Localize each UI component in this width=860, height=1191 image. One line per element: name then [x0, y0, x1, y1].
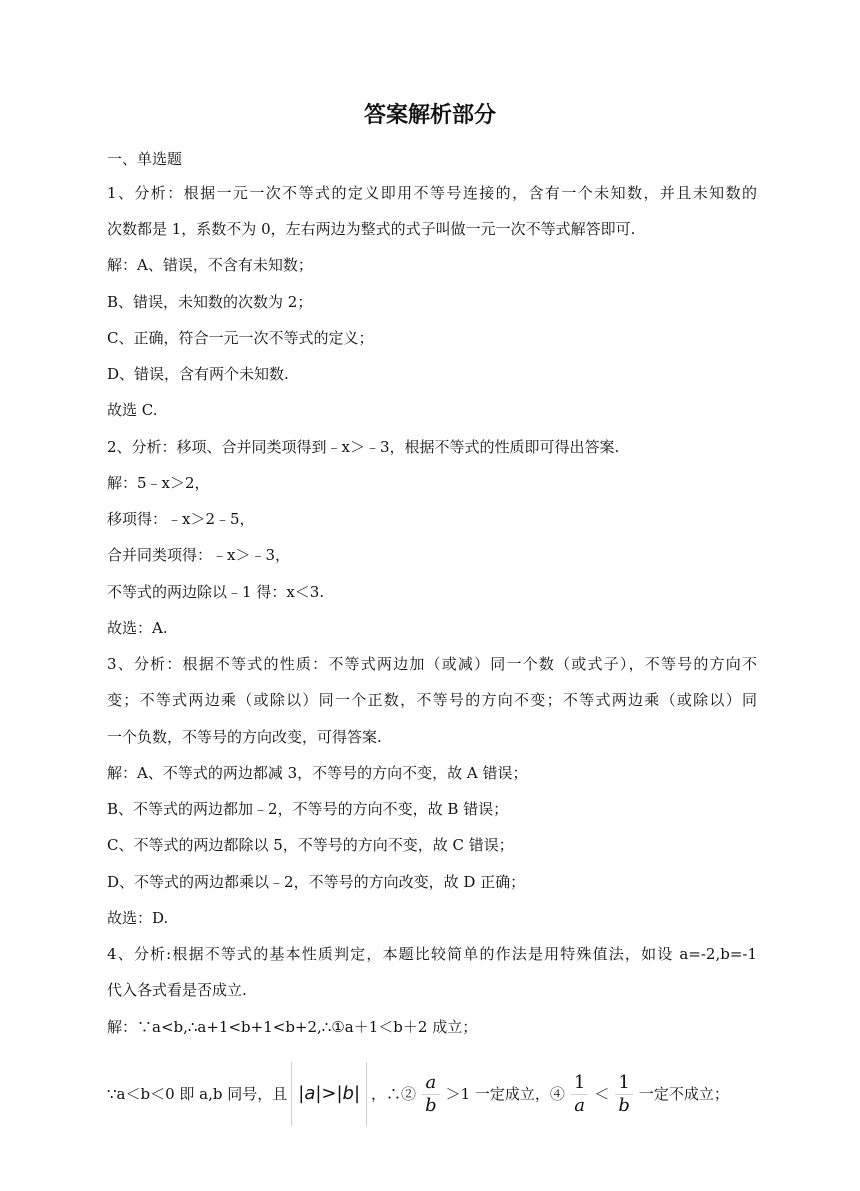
q3-option-a: 解：A、不等式的两边都减 3，不等号的方向不变，故 A 错误； [107, 764, 528, 782]
section-heading: 一、单选题 [107, 150, 183, 168]
q3-answer: 故选：D. [107, 909, 169, 927]
q1-option-a: 解：A、错误，不含有未知数； [107, 256, 313, 274]
q3-option-d: D、不等式的两边都乘以﹣2，不等号的方向改变，故 D 正确； [107, 873, 526, 891]
q1-analysis-line2: 次数都是 1，系数不为 0，左右两边为整式的式子叫做一元一次不等式解答即可. [107, 220, 636, 238]
q3-analysis-line1: 3、分析：根据不等式的性质：不等式两边加（或减）同一个数（或式子），不等号的方向不 [107, 655, 757, 673]
abs-inequality: |a|>|b| [291, 1062, 367, 1126]
fraction-numerator: 1 [573, 1071, 586, 1093]
q3-option-b: B、不等式的两边都加﹣2，不等号的方向不变，故 B 错误； [107, 800, 509, 818]
q2-step4: 不等式的两边除以﹣1 得：x＜3. [107, 583, 325, 601]
q1-option-c: C、正确，符合一元一次不等式的定义； [107, 329, 374, 347]
less-than-sign: ＜ [594, 1085, 610, 1103]
q1-analysis-line1: 1、分析：根据一元一次不等式的定义即用不等号连接的，含有一个未知数，并且未知数的 [107, 184, 757, 202]
q4-step2-text-a: ∵a＜b＜0 即 a,b 同号，且 [107, 1085, 288, 1103]
q2-analysis: 2、分析：移项、合并同类项得到﹣x＞﹣3，根据不等式的性质即可得出答案. [107, 438, 620, 456]
fraction-1-over-b [615, 1072, 633, 1117]
fraction-a-over-b [422, 1072, 440, 1117]
fraction-numerator: a [425, 1071, 437, 1093]
q2-answer: 故选：A. [107, 619, 168, 637]
q4-step2-text-b: ，∴② [371, 1085, 417, 1103]
fraction-denominator: b [618, 1094, 630, 1116]
fraction-1-over-a [571, 1072, 588, 1117]
fraction-denominator: a [574, 1094, 585, 1116]
q3-analysis-line3: 一个负数，不等号的方向改变，可得答案. [107, 728, 382, 746]
q1-answer: 故选 C. [107, 401, 158, 419]
q2-step3: 合并同类项得：﹣x＞﹣3， [107, 546, 291, 564]
page-title: 答案解析部分 [363, 103, 496, 128]
q2-step1: 解：5﹣x＞2， [107, 474, 210, 492]
q4-step2-text-c: ＞1 一定成立，④ [445, 1085, 565, 1103]
q3-option-c: C、不等式的两边都除以 5，不等号的方向不变，故 C 错误； [107, 836, 514, 854]
q4-step2 [107, 1062, 757, 1118]
q4-step1: 解：∵a<b,∴a+1<b+1<b+2,∴①a＋1＜b＋2 成立； [107, 1018, 478, 1036]
fraction-numerator: 1 [618, 1071, 630, 1093]
q3-analysis-line2: 变；不等式两边乘（或除以）同一个正数，不等号的方向不变；不等式两边乘（或除以）同 [107, 691, 757, 709]
q4-step2-text-d: 一定不成立； [638, 1085, 729, 1103]
q2-step2: 移项得：﹣x＞2﹣5， [107, 510, 255, 528]
q4-analysis-line1: 4、分析:根据不等式的基本性质判定，本题比较简单的作法是用特殊值法，如设 a=-2,b=-1 [107, 945, 757, 963]
q4-analysis-line2: 代入各式看是否成立. [107, 981, 247, 999]
q1-option-b: B、错误，未知数的次数为 2； [107, 293, 313, 311]
q1-option-d: D、错误，含有两个未知数. [107, 365, 289, 383]
fraction-denominator: b [425, 1094, 437, 1116]
